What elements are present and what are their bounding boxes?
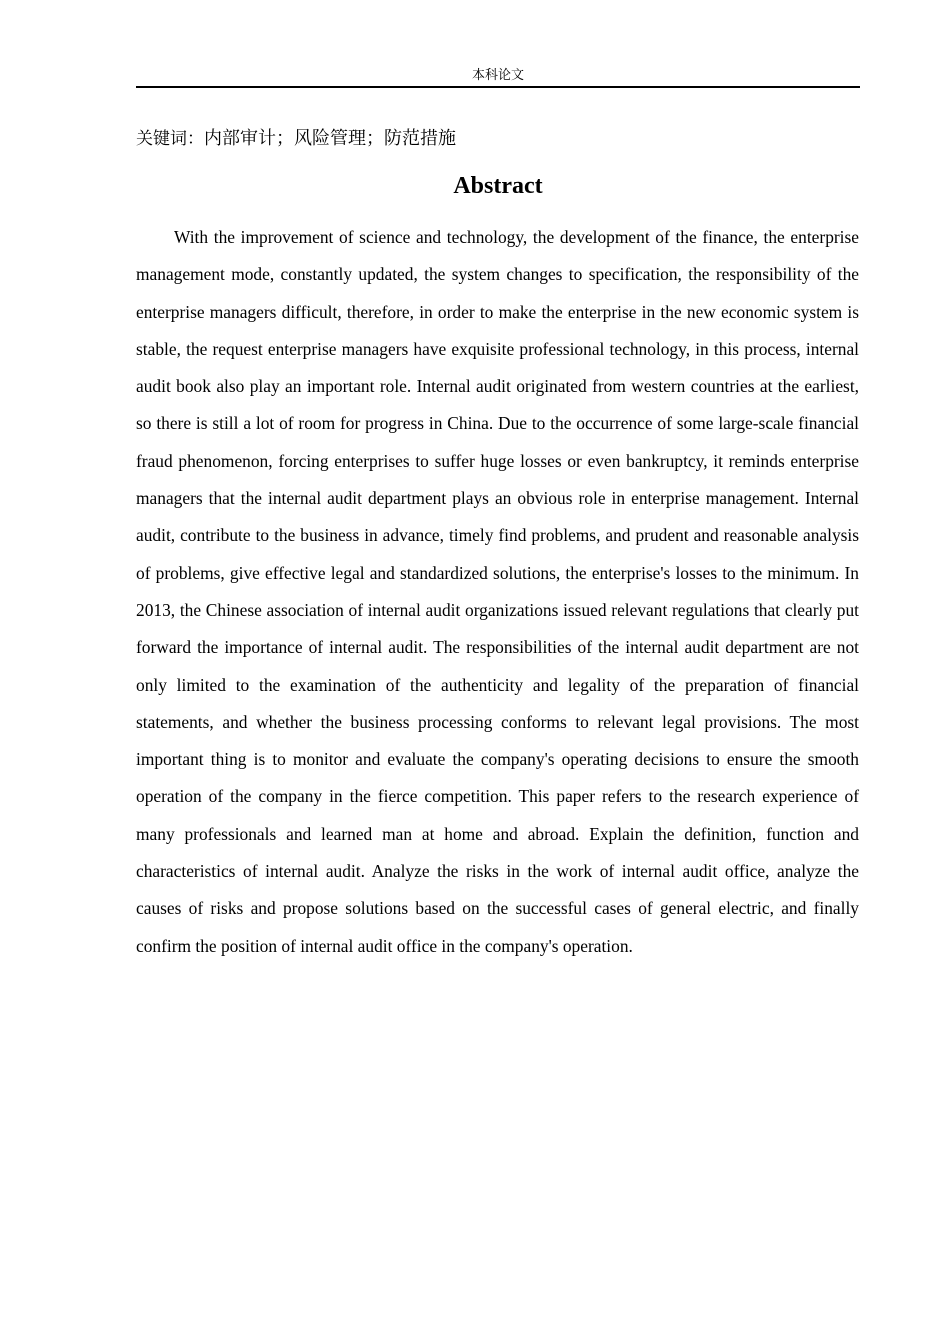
running-header: [136, 66, 860, 88]
keywords-items: 内部审计；风险管理；防范措施: [204, 128, 456, 148]
running-header-title: 本科论文: [471, 67, 524, 82]
keywords-label: 关键词：: [136, 129, 204, 149]
keywords-line: [136, 126, 860, 151]
abstract-body: With the improvement of science and technology, the development of the finance, the enterprise management mode, constantly updated, the system changes to specification, the responsibility of the enterprise managers difficult, therefore, in order to make the enterprise in the new economic system is stable, the request enterprise managers have exquisite professional technology, in this process, internal audit book also play an important role. Internal audit originated from western countries at the earliest, so there is still a lot of room for progress in China. Due to the occurrence of some large-scale financial fraud phenomenon, forcing enterprises to suffer huge losses or even bankruptcy, it reminds enterprise managers that the internal audit department plays an obvious role in enterprise management. Internal audit, contribute to the business in advance, timely find problems, and prudent and reasonable analysis of problems, give effective legal and standardized solutions, the enterprise's losses to the minimum. In 2013, the Chinese association of internal audit organizations issued relevant regulations that clearly put forward the importance of internal audit. The responsibilities of the internal audit department are not only limited to the examination of the authenticity and legality of the preparation of financial statements, and whether the business processing conforms to relevant legal provisions. The most important thing is to monitor and evaluate the company's operating decisions to ensure the smooth operation of the company in the fierce competition. This paper refers to the research experience of many professionals and learned man at home and abroad. Explain the definition, function and characteristics of internal audit. Analyze the risks in the work of internal audit office, analyze the causes of risks and propose solutions based on the successful cases of general electric, and finally confirm the position of internal audit office in the company's operation.: [136, 227, 859, 956]
abstract-title: Abstract: [453, 173, 543, 199]
